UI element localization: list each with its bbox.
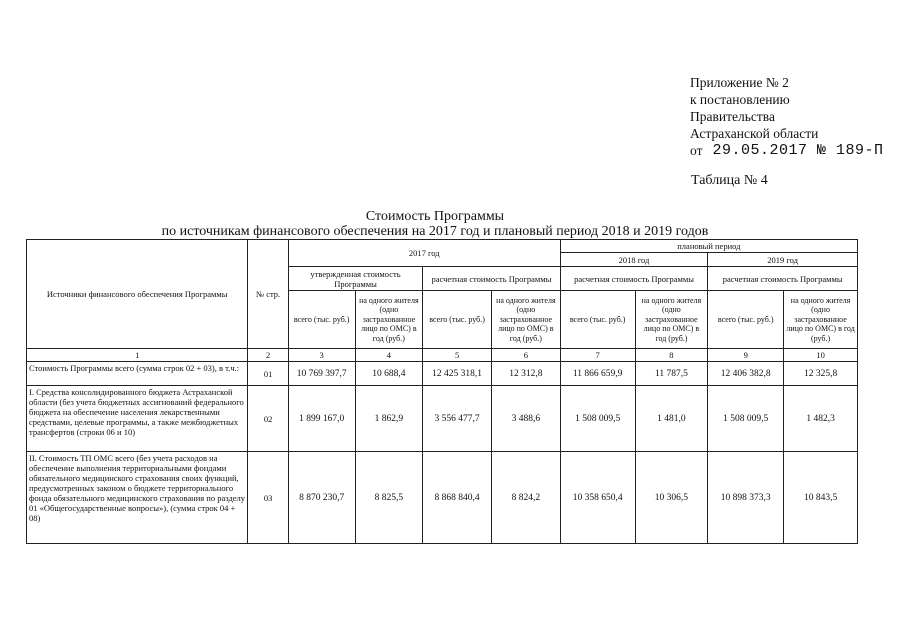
col-number: 5 xyxy=(423,349,492,362)
header-year-2017: 2017 год xyxy=(288,240,560,267)
header-row-1 xyxy=(27,240,858,253)
table-row xyxy=(27,362,858,386)
col-number: 4 xyxy=(355,349,423,362)
row-value: 8 824,2 xyxy=(491,452,560,544)
row-value: 12 325,8 xyxy=(784,362,858,386)
row-value: 11 787,5 xyxy=(635,362,708,386)
appendix-line-4: Астраханской области xyxy=(690,126,819,141)
appendix-line-1: Приложение № 2 xyxy=(690,75,789,90)
header-row-number: № стр. xyxy=(248,240,288,349)
col-number: 8 xyxy=(635,349,708,362)
header-total: всего (тыс. руб.) xyxy=(288,291,355,349)
header-per-person: на одного жителя (одно застрахованное лицо по ОМС) в год (руб.) xyxy=(491,291,560,349)
table-row xyxy=(27,452,858,544)
row-value: 11 866 659,9 xyxy=(560,362,635,386)
header-planned-period: плановый период xyxy=(560,240,857,253)
col-number: 7 xyxy=(560,349,635,362)
row-value: 12 312,8 xyxy=(491,362,560,386)
row-value: 12 425 318,1 xyxy=(423,362,492,386)
col-number: 2 xyxy=(248,349,288,362)
col-number: 3 xyxy=(288,349,355,362)
row-value: 8 870 230,7 xyxy=(288,452,355,544)
col-number: 10 xyxy=(784,349,858,362)
row-number: 03 xyxy=(248,452,288,544)
appendix-line-2: к постановлению xyxy=(690,92,790,107)
row-label: II. Стоимость ТП ОМС всего (без учета расходов на обеспечение выполнения территориальными фондами обязательного медицинского страхования своих функций, предусмотренных законом о бюджете территориального фонда обязательного медицинского страхования по разделу 01 «Общегосударственные вопросы»), (сумма строк 04 + 08) xyxy=(27,452,248,544)
col-number: 6 xyxy=(491,349,560,362)
header-year-2018: 2018 год xyxy=(560,253,708,267)
header-total: всего (тыс. руб.) xyxy=(423,291,492,349)
row-value: 3 488,6 xyxy=(491,386,560,452)
row-number: 02 xyxy=(248,386,288,452)
row-value: 1 482,3 xyxy=(784,386,858,452)
header-year-2019: 2019 год xyxy=(708,253,858,267)
row-label: I. Средства консолидированного бюджета Астраханской области (без учета бюджетных ассигнований федерального бюджета на обеспечение населения лекарственными средствами, целевые программы, а также межбюджетных трансфертов (строки 06 и 10) xyxy=(27,386,248,452)
row-value: 12 406 382,8 xyxy=(708,362,784,386)
row-value: 1 862,9 xyxy=(355,386,423,452)
col-number: 9 xyxy=(708,349,784,362)
col-number: 1 xyxy=(27,349,248,362)
appendix-line-3: Правительства xyxy=(690,109,775,124)
row-value: 1 508 009,5 xyxy=(708,386,784,452)
document-subtitle: по источникам финансового обеспечения на 2017 год и плановый период 2018 и 2019 годов xyxy=(161,224,709,239)
row-value: 10 843,5 xyxy=(784,452,858,544)
appendix-date-line xyxy=(690,142,884,159)
row-value: 10 688,4 xyxy=(355,362,423,386)
table-number: Таблица № 4 xyxy=(691,173,768,188)
document-title: Стоимость Программы xyxy=(365,209,505,224)
header-source: Источники финансового обеспечения Программы xyxy=(27,240,248,349)
header-calc-cost-2019: расчетная стоимость Программы xyxy=(708,267,858,291)
row-value: 10 358 650,4 xyxy=(560,452,635,544)
column-number-row xyxy=(27,349,858,362)
row-value: 8 825,5 xyxy=(355,452,423,544)
date-prefix: от xyxy=(690,143,703,158)
row-value: 8 868 840,4 xyxy=(423,452,492,544)
header-calc-cost-2017: расчетная стоимость Программы xyxy=(423,267,561,291)
appendix-block xyxy=(690,74,884,159)
header-approved-cost: утвержденная стоимость Программы xyxy=(288,267,422,291)
row-value: 10 769 397,7 xyxy=(288,362,355,386)
header-per-person: на одного жителя (одно застрахованное лицо по ОМС) в год (руб.) xyxy=(355,291,423,349)
resolution-date-number: 29.05.2017 № 189-П xyxy=(712,142,884,159)
row-value: 1 481,0 xyxy=(635,386,708,452)
header-calc-cost-2018: расчетная стоимость Программы xyxy=(560,267,708,291)
table-row xyxy=(27,386,858,452)
header-per-person: на одного жителя (одно застрахованное лицо по ОМС) в год (руб.) xyxy=(635,291,708,349)
row-value: 1 899 167,0 xyxy=(288,386,355,452)
row-number: 01 xyxy=(248,362,288,386)
program-cost-table xyxy=(26,239,858,544)
row-value: 1 508 009,5 xyxy=(560,386,635,452)
header-total: всего (тыс. руб.) xyxy=(560,291,635,349)
header-per-person: на одного жителя (одно застрахованное лицо по ОМС) в год (руб.) xyxy=(784,291,858,349)
row-value: 10 898 373,3 xyxy=(708,452,784,544)
row-value: 10 306,5 xyxy=(635,452,708,544)
header-total: всего (тыс. руб.) xyxy=(708,291,784,349)
row-value: 3 556 477,7 xyxy=(423,386,492,452)
row-label: Стоимость Программы всего (сумма строк 02 + 03), в т.ч.: xyxy=(27,362,248,386)
